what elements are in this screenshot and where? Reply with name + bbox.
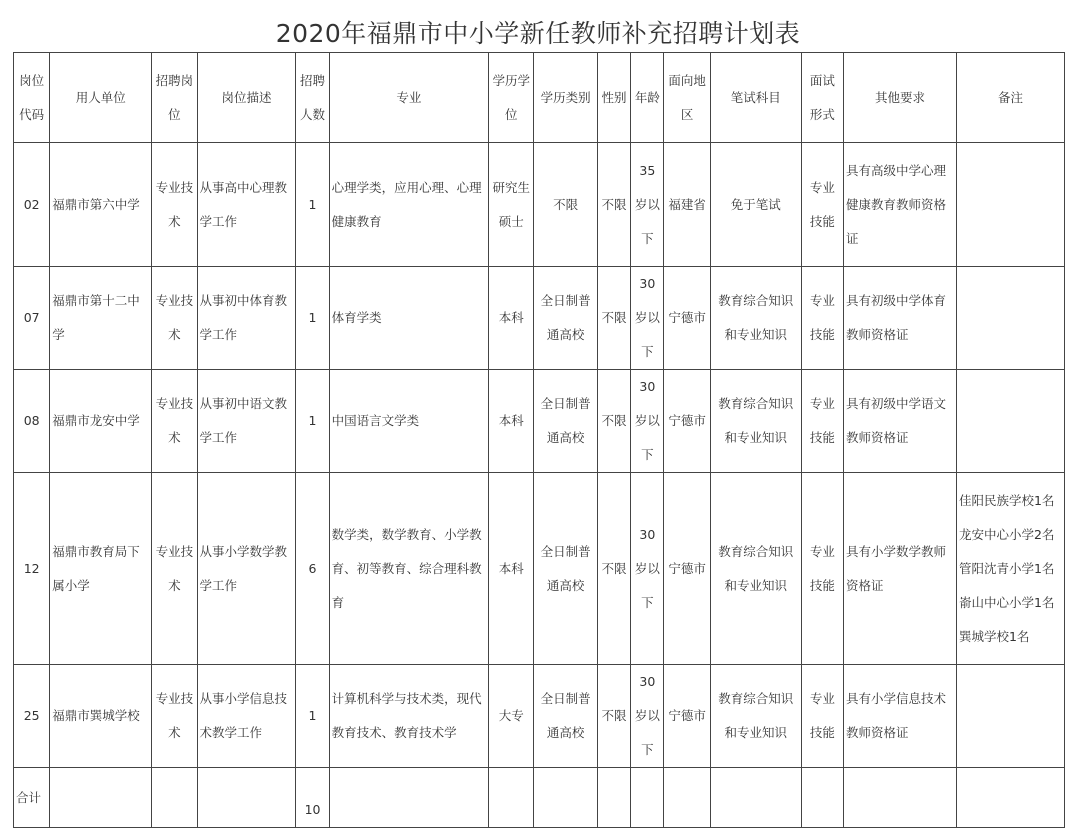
header-cell: 招聘岗位: [152, 53, 197, 143]
count-cell: 6: [296, 473, 329, 665]
total-count: 10: [296, 768, 329, 828]
count-cell: 1: [296, 143, 329, 267]
notes-cell: [956, 267, 1064, 370]
notes-cell: [956, 473, 1064, 665]
region-cell: 宁德市: [664, 665, 710, 768]
desc-cell: 从事小学信息技术教学工作: [197, 665, 296, 768]
other-cell: 具有小学数学教师资格证: [844, 473, 957, 665]
edu-type-cell: 全日制普通高校: [534, 370, 598, 473]
note-line: 嵛山中心小学1名: [958, 594, 1055, 610]
gender-cell: 不限: [597, 267, 630, 370]
code-cell: 25: [14, 665, 50, 768]
header-cell: 面向地区: [664, 53, 710, 143]
edu-type-cell: 不限: [534, 143, 598, 267]
unit-cell: 福鼎市第六中学: [50, 143, 152, 267]
table-row: [14, 267, 1065, 370]
interview-cell: 专业技能: [801, 665, 843, 768]
notes-cell: [956, 143, 1064, 267]
major-cell: 体育学类: [329, 267, 488, 370]
major-cell: 数学类，数学教育、小学教育、初等教育、综合理科教育: [329, 473, 488, 665]
header-cell: 专业: [329, 53, 488, 143]
post-cell: 专业技术: [152, 665, 197, 768]
table-row: [14, 370, 1065, 473]
header-cell: 学历类别: [534, 53, 598, 143]
header-cell: 学历学位: [489, 53, 534, 143]
desc-cell: 从事高中心理教学工作: [197, 143, 296, 267]
header-cell: 面试形式: [801, 53, 843, 143]
header-cell: 性别: [597, 53, 630, 143]
post-cell: 专业技术: [152, 267, 197, 370]
other-cell: 具有初级中学体育教师资格证: [844, 267, 957, 370]
degree-cell: 本科: [489, 267, 534, 370]
count-cell: 1: [296, 267, 329, 370]
header-cell: 用人单位: [50, 53, 152, 143]
header-cell: 笔试科目: [710, 53, 801, 143]
gender-cell: 不限: [597, 473, 630, 665]
code-cell: 08: [14, 370, 50, 473]
table-row: [14, 473, 1065, 665]
note-line: 佳阳民族学校1名: [958, 492, 1055, 508]
exam-cell: 教育综合知识和专业知识: [710, 267, 801, 370]
total-label: 合计: [14, 768, 50, 828]
exam-cell: 教育综合知识和专业知识: [710, 370, 801, 473]
header-cell: 其他要求: [844, 53, 957, 143]
header-cell: 岗位代码: [14, 53, 50, 143]
interview-cell: 专业技能: [801, 370, 843, 473]
gender-cell: 不限: [597, 665, 630, 768]
edu-type-cell: 全日制普通高校: [534, 665, 598, 768]
age-cell: 30岁以下: [631, 267, 664, 370]
unit-cell: 福鼎市教育局下属小学: [50, 473, 152, 665]
exam-cell: 免于笔试: [710, 143, 801, 267]
desc-cell: 从事初中体育教学工作: [197, 267, 296, 370]
header-cell: 招聘人数: [296, 53, 329, 143]
region-cell: 宁德市: [664, 473, 710, 665]
note-line: 巽城学校1名: [958, 628, 1030, 644]
post-cell: 专业技术: [152, 143, 197, 267]
post-cell: 专业技术: [152, 473, 197, 665]
code-cell: 12: [14, 473, 50, 665]
other-cell: 具有初级中学语文教师资格证: [844, 370, 957, 473]
total-row: [14, 768, 1065, 828]
unit-cell: 福鼎市第十二中学: [50, 267, 152, 370]
degree-cell: 研究生硕士: [489, 143, 534, 267]
desc-cell: 从事小学数学教学工作: [197, 473, 296, 665]
degree-cell: 大专: [489, 665, 534, 768]
major-cell: 中国语言文学类: [329, 370, 488, 473]
notes-cell: [956, 370, 1064, 473]
count-cell: 1: [296, 665, 329, 768]
gender-cell: 不限: [597, 143, 630, 267]
exam-cell: 教育综合知识和专业知识: [710, 473, 801, 665]
notes-cell: [956, 665, 1064, 768]
interview-cell: 专业技能: [801, 143, 843, 267]
major-cell: 计算机科学与技术类，现代教育技术、教育技术学: [329, 665, 488, 768]
other-cell: 具有小学信息技术教师资格证: [844, 665, 957, 768]
edu-type-cell: 全日制普通高校: [534, 473, 598, 665]
post-cell: 专业技术: [152, 370, 197, 473]
recruitment-plan-table: [13, 52, 1065, 828]
interview-cell: 专业技能: [801, 267, 843, 370]
edu-type-cell: 全日制普通高校: [534, 267, 598, 370]
table-row: [14, 143, 1065, 267]
major-cell: 心理学类，应用心理、心理健康教育: [329, 143, 488, 267]
count-cell: 1: [296, 370, 329, 473]
desc-cell: 从事初中语文教学工作: [197, 370, 296, 473]
degree-cell: 本科: [489, 370, 534, 473]
age-cell: 30岁以下: [631, 473, 664, 665]
note-line: 龙安中心小学2名: [958, 526, 1055, 542]
region-cell: 宁德市: [664, 267, 710, 370]
age-cell: 30岁以下: [631, 665, 664, 768]
header-cell: 备注: [956, 53, 1064, 143]
code-cell: 07: [14, 267, 50, 370]
degree-cell: 本科: [489, 473, 534, 665]
note-line: 管阳沈青小学1名: [958, 560, 1055, 576]
exam-cell: 教育综合知识和专业知识: [710, 665, 801, 768]
interview-cell: 专业技能: [801, 473, 843, 665]
page-title: 2020年福鼎市中小学新任教师补充招聘计划表: [275, 19, 801, 48]
gender-cell: 不限: [597, 370, 630, 473]
region-cell: 宁德市: [664, 370, 710, 473]
age-cell: 30岁以下: [631, 370, 664, 473]
header-cell: 岗位描述: [197, 53, 296, 143]
other-cell: 具有高级中学心理健康教育教师资格证: [844, 143, 957, 267]
code-cell: 02: [14, 143, 50, 267]
unit-cell: 福鼎市龙安中学: [50, 370, 152, 473]
table-row: [14, 665, 1065, 768]
age-cell: 35岁以下: [631, 143, 664, 267]
header-cell: 年龄: [631, 53, 664, 143]
unit-cell: 福鼎市巽城学校: [50, 665, 152, 768]
region-cell: 福建省: [664, 143, 710, 267]
header-row: [14, 53, 1065, 143]
